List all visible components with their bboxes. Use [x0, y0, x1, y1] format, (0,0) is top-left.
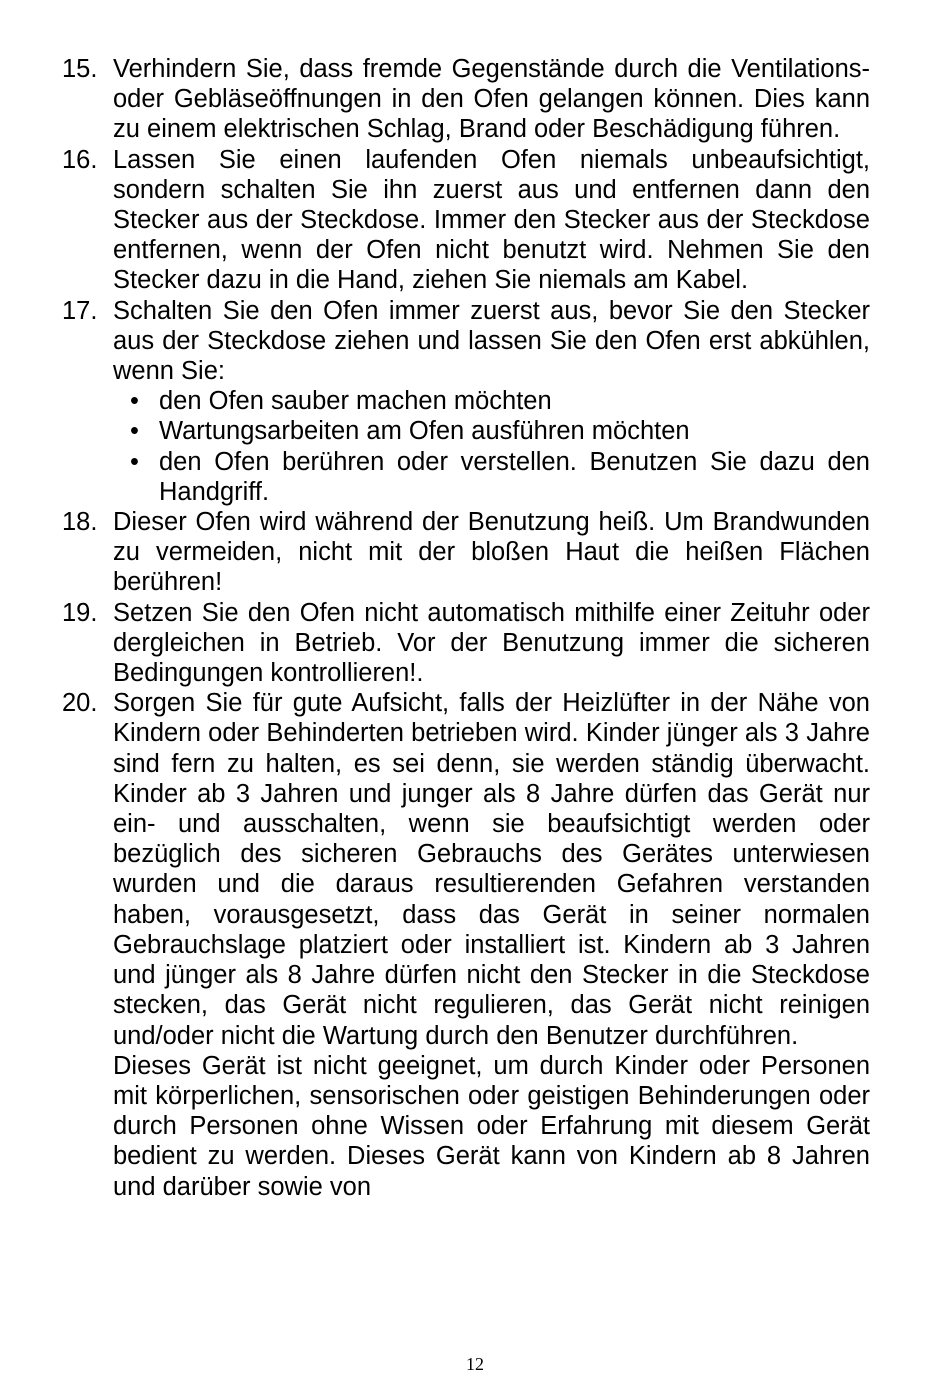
- item-number: 19.: [62, 598, 98, 627]
- list-item-20: [62, 688, 870, 1201]
- list-item-19: [62, 598, 870, 689]
- bullet-text: den Ofen berühren oder verstellen. Benutzen Sie dazu den Handgriff.: [159, 447, 870, 506]
- item-number: 15.: [62, 55, 98, 83]
- bullet-item: [113, 447, 870, 507]
- item-number: 16.: [62, 145, 98, 174]
- safety-instructions-list: [62, 54, 870, 1202]
- bullet-item: [113, 416, 870, 446]
- item-text: Sorgen Sie für gute Aufsicht, falls der Heizlüfter in der Nähe von Kindern oder Behinderten betrieben wird. Kinder jünger als 3 Jahre sind fern zu halten, es sei denn, sie werden ständig überwacht. Kinder ab 3 Jahren und junger als 8 Jahre dürfen das Gerät nur ein- und ausschalten, wenn sie beaufsichtigt werden oder bezüglich des sicheren Gebrauchs des Gerätes unterwiesen wurden und die daraus resultierenden Gefahren verstanden haben, vorausgesetzt, dass das Gerät in seiner normalen Gebrauchslage platziert oder installiert ist. Kindern ab 3 Jahren und jünger als 8 Jahre dürfen nicht den Stecker in die Steckdose stecken, das Gerät nicht regulieren, das Gerät nicht reinigen und/oder nicht die Wartung durch den Benutzer durchführen.: [113, 689, 870, 1050]
- bullet-text: den Ofen sauber machen möchten: [159, 387, 552, 416]
- list-item-17: [62, 296, 870, 507]
- bullet-icon: •: [130, 417, 139, 446]
- item-text: Setzen Sie den Ofen nicht automatisch mithilfe einer Zeituhr oder dergleichen in Betrieb. Vor der Benutzung immer die sicheren Bedingungen kontrollieren!.: [113, 598, 870, 688]
- bullet-text: Wartungsarbeiten am Ofen ausführen möchten: [159, 417, 690, 446]
- list-item-18: [62, 507, 870, 598]
- item-text: Verhindern Sie, dass fremde Gegenstände durch die Ventilations- oder Gebläseöffnungen in den Ofen gelangen können. Dies kann zu einem elektrischen Schlag, Brand oder Beschädigung führen.: [113, 55, 870, 144]
- page-number: 12: [466, 1354, 484, 1374]
- item-text: Lassen Sie einen laufenden Ofen niemals unbeaufsichtigt, sondern schalten Sie ihn zuerst aus und entfernen dann den Stecker aus der Steckdose. Immer den Stecker aus der Steckdose entfernen, wenn der Ofen nicht benutzt wird. Nehmen Sie den Stecker dazu in die Hand, ziehen Sie niemals am Kabel.: [113, 145, 870, 295]
- item-text: Dieser Ofen wird während der Benutzung heiß. Um Brandwunden zu vermeiden, nicht mit der bloßen Haut die heißen Flächen berühren!: [113, 508, 870, 597]
- item-text: Schalten Sie den Ofen immer zuerst aus, bevor Sie den Stecker aus der Steckdose ziehen und lassen Sie den Ofen erst abkühlen, wenn Sie:: [113, 296, 870, 386]
- bullet-icon: •: [130, 447, 139, 476]
- bullet-list: [113, 386, 870, 507]
- item-number: 20.: [62, 689, 98, 718]
- bullet-icon: •: [130, 387, 139, 416]
- list-item-15: [62, 54, 870, 145]
- item-number: 18.: [62, 508, 98, 537]
- item-continuation-text: Dieses Gerät ist nicht geeignet, um durch Kinder oder Personen mit körperlichen, sensorischen oder geistigen Behinderungen oder durch Personen ohne Wissen oder Erfahrung mit diesem Gerät bedient zu werden. Dieses Gerät kann von Kindern ab 8 Jahren und darüber sowie von: [113, 1051, 870, 1201]
- list-item-16: [62, 145, 870, 296]
- item-number: 17.: [62, 296, 98, 325]
- bullet-item: [113, 386, 870, 416]
